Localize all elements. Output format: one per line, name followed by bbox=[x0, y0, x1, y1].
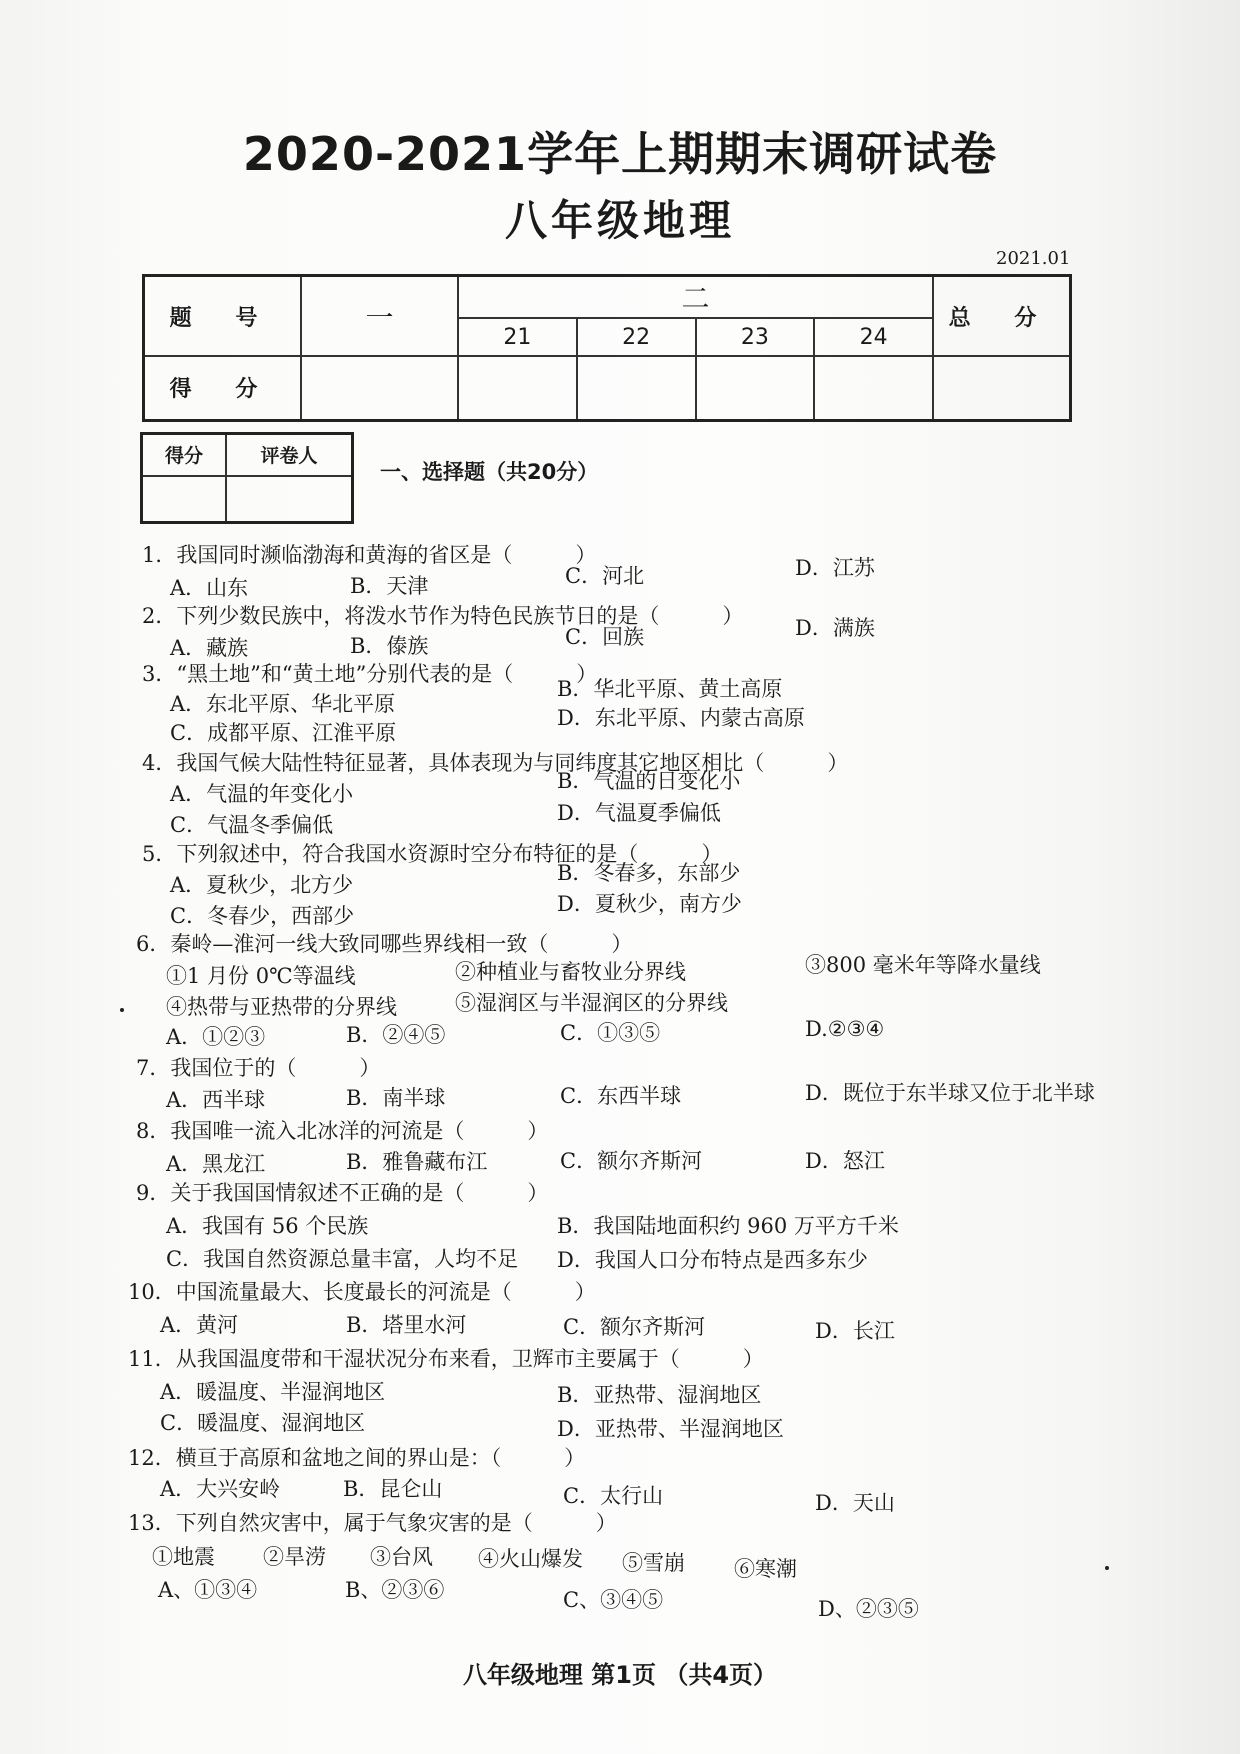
option-c[interactable]: C．①③⑤ bbox=[560, 1021, 661, 1045]
question-stem: 1．我国同时濒临渤海和黄海的省区是（ ） bbox=[142, 543, 597, 567]
option-c[interactable]: C．我国自然资源总量丰富，人均不足 bbox=[166, 1247, 519, 1271]
option-d[interactable]: D．天山 bbox=[815, 1491, 895, 1515]
option-b[interactable]: B．气温的日变化小 bbox=[557, 769, 741, 793]
option-c[interactable]: C．河北 bbox=[565, 564, 645, 588]
option-a[interactable]: A．我国有 56 个民族 bbox=[166, 1214, 369, 1238]
question-stem: 2．下列少数民族中，将泼水节作为特色民族节日的是（ ） bbox=[142, 604, 744, 628]
statement-item: ①1 月份 0℃等温线 bbox=[166, 964, 356, 988]
option-a[interactable]: A．山东 bbox=[170, 576, 249, 600]
option-c[interactable]: C．成都平原、江淮平原 bbox=[170, 721, 397, 745]
option-a[interactable]: A．气温的年变化小 bbox=[170, 782, 354, 806]
total-score-header: 总 分 bbox=[933, 276, 1071, 357]
option-b[interactable]: B．傣族 bbox=[350, 634, 429, 658]
option-c[interactable]: C．气温冬季偏低 bbox=[170, 813, 334, 837]
statement-item: ③800 毫米年等降水量线 bbox=[805, 953, 1041, 977]
option-a[interactable]: A．藏族 bbox=[170, 636, 249, 660]
question-stem: 13．下列自然灾害中，属于气象灾害的是（ ） bbox=[128, 1511, 617, 1535]
option-d[interactable]: D．怒江 bbox=[805, 1149, 885, 1173]
statement-item: ④热带与亚热带的分界线 bbox=[166, 995, 397, 1019]
option-b[interactable]: B．天津 bbox=[350, 574, 429, 598]
option-d[interactable]: D．夏秋少，南方少 bbox=[557, 892, 742, 916]
score-cell-part-one[interactable] bbox=[301, 356, 458, 420]
option-b[interactable]: B．②④⑤ bbox=[346, 1023, 446, 1047]
grader-table bbox=[140, 432, 354, 524]
question-stem: 4．我国气候大陆性特征显著，具体表现为与同纬度其它地区相比（ ） bbox=[142, 751, 849, 775]
option-b[interactable]: B、②③⑥ bbox=[345, 1578, 445, 1602]
row-label-score: 得 分 bbox=[144, 356, 302, 420]
option-c[interactable]: C．暖温度、湿润地区 bbox=[160, 1411, 366, 1435]
question-stem: 3．“黑土地”和“黄土地”分别代表的是（ ） bbox=[142, 662, 598, 686]
grader-name-cell[interactable] bbox=[226, 476, 353, 523]
score-cell-23[interactable] bbox=[696, 356, 815, 420]
score-table bbox=[142, 274, 1072, 422]
scan-speck bbox=[1105, 1566, 1109, 1570]
option-d[interactable]: D.②③④ bbox=[805, 1017, 885, 1041]
option-b[interactable]: B．我国陆地面积约 960 万平方千米 bbox=[557, 1214, 899, 1238]
option-d[interactable]: D、②③⑤ bbox=[818, 1597, 919, 1621]
option-a[interactable]: A．东北平原、华北平原 bbox=[170, 692, 396, 716]
score-cell-24[interactable] bbox=[814, 356, 933, 420]
option-d[interactable]: D．气温夏季偏低 bbox=[557, 801, 721, 825]
statement-item: ⑤雪崩 bbox=[622, 1551, 685, 1575]
option-b[interactable]: B．冬春多，东部少 bbox=[557, 861, 741, 885]
question-stem: 8．我国唯一流入北冰洋的河流是（ ） bbox=[136, 1119, 549, 1143]
part-one-header: 一 bbox=[301, 276, 458, 357]
option-b[interactable]: B．昆仑山 bbox=[343, 1477, 443, 1501]
question-21-header: 21 bbox=[458, 318, 577, 356]
option-b[interactable]: B．塔里水河 bbox=[346, 1313, 467, 1337]
option-c[interactable]: C．太行山 bbox=[563, 1484, 664, 1508]
option-d[interactable]: D．江苏 bbox=[795, 556, 875, 580]
option-a[interactable]: A．暖温度、半湿润地区 bbox=[160, 1380, 386, 1404]
option-c[interactable]: C．额尔齐斯河 bbox=[563, 1315, 706, 1339]
option-b[interactable]: B．亚热带、湿润地区 bbox=[557, 1383, 762, 1407]
option-b[interactable]: B．华北平原、黄土高原 bbox=[557, 677, 783, 701]
question-stem: 10．中国流量最大、长度最长的河流是（ ） bbox=[128, 1280, 596, 1304]
option-d[interactable]: D．亚热带、半湿润地区 bbox=[557, 1417, 784, 1441]
statement-item: ⑤湿润区与半湿润区的分界线 bbox=[455, 991, 728, 1015]
question-stem: 9．关于我国国情叙述不正确的是（ ） bbox=[136, 1181, 549, 1205]
option-c[interactable]: C．东西半球 bbox=[560, 1084, 682, 1108]
statement-item: ②种植业与畜牧业分界线 bbox=[455, 960, 686, 984]
option-a[interactable]: A．黄河 bbox=[160, 1313, 239, 1337]
exam-title: 2020-2021学年上期期末调研试卷 bbox=[242, 127, 998, 181]
option-a[interactable]: A．大兴安岭 bbox=[160, 1477, 281, 1501]
question-22-header: 22 bbox=[577, 318, 696, 356]
grader-score-label: 得分 bbox=[142, 434, 227, 476]
score-cell-22[interactable] bbox=[577, 356, 696, 420]
question-stem: 11．从我国温度带和干湿状况分布来看，卫辉市主要属于（ ） bbox=[128, 1347, 764, 1371]
option-d[interactable]: D．东北平原、内蒙古高原 bbox=[557, 706, 805, 730]
option-c[interactable]: C．冬春少，西部少 bbox=[170, 904, 355, 928]
option-d[interactable]: D．长江 bbox=[815, 1319, 895, 1343]
option-b[interactable]: B．雅鲁藏布江 bbox=[346, 1150, 488, 1174]
scan-speck bbox=[120, 1008, 124, 1012]
part-two-header: 二 bbox=[458, 276, 933, 319]
option-a[interactable]: A、①③④ bbox=[158, 1578, 258, 1602]
option-c[interactable]: C．回族 bbox=[565, 625, 645, 649]
option-d[interactable]: D．既位于东半球又位于北半球 bbox=[805, 1081, 1095, 1105]
option-d[interactable]: D．满族 bbox=[795, 616, 875, 640]
option-c[interactable]: C．额尔齐斯河 bbox=[560, 1149, 703, 1173]
grader-score-cell[interactable] bbox=[142, 476, 227, 523]
statement-item: ⑥寒潮 bbox=[734, 1557, 797, 1581]
statement-item: ④火山爆发 bbox=[478, 1547, 583, 1571]
question-stem: 5．下列叙述中，符合我国水资源时空分布特征的是（ ） bbox=[142, 842, 723, 866]
section-title: 一、选择题（共20分） bbox=[380, 460, 599, 484]
row-label-question-number: 题 号 bbox=[144, 276, 302, 357]
statement-item: ②旱涝 bbox=[263, 1545, 326, 1569]
question-stem: 7．我国位于的（ ） bbox=[136, 1056, 381, 1080]
statement-item: ③台风 bbox=[370, 1545, 433, 1569]
question-stem: 12．横亘于高原和盆地之间的界山是：（ ） bbox=[128, 1446, 586, 1470]
option-b[interactable]: B．南半球 bbox=[346, 1086, 446, 1110]
page-footer: 八年级地理 第1页 （共4页） bbox=[462, 1661, 778, 1689]
option-a[interactable]: A．①②③ bbox=[166, 1025, 266, 1049]
question-23-header: 23 bbox=[696, 318, 815, 356]
question-24-header: 24 bbox=[814, 318, 933, 356]
option-d[interactable]: D．我国人口分布特点是西多东少 bbox=[557, 1248, 868, 1272]
option-a[interactable]: A．西半球 bbox=[166, 1088, 266, 1112]
option-a[interactable]: A．夏秋少，北方少 bbox=[170, 873, 354, 897]
grader-name-label: 评卷人 bbox=[226, 434, 353, 476]
question-stem: 6．秦岭—淮河一线大致同哪些界线相一致（ ） bbox=[136, 932, 633, 956]
score-cell-total[interactable] bbox=[933, 356, 1071, 420]
exam-subtitle: 八年级地理 bbox=[504, 196, 735, 245]
statement-item: ①地震 bbox=[152, 1545, 215, 1569]
exam-date: 2021.01 bbox=[996, 248, 1071, 269]
option-a[interactable]: A．黑龙江 bbox=[166, 1152, 266, 1176]
option-c[interactable]: C、③④⑤ bbox=[563, 1588, 664, 1612]
score-cell-21[interactable] bbox=[458, 356, 577, 420]
